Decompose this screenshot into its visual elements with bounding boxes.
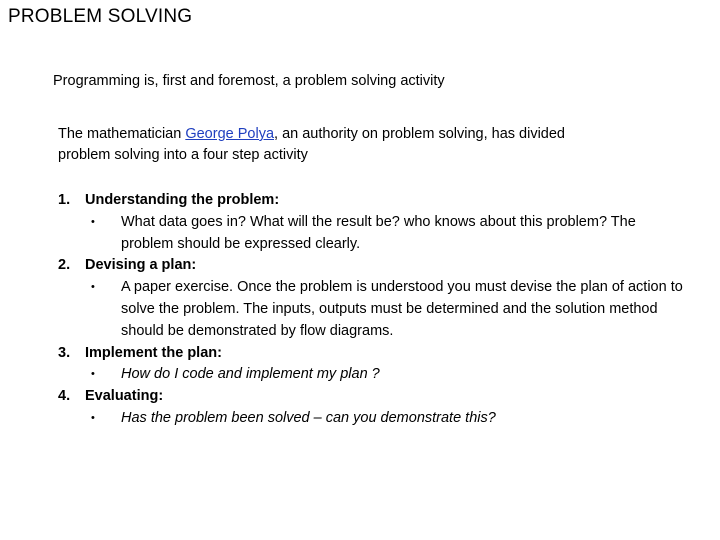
- step-bullet-4: [58, 408, 708, 430]
- step-number-1: 1.: [58, 192, 71, 208]
- bullet-icon: •: [91, 411, 95, 424]
- step-bullet-3: [58, 364, 708, 386]
- step-item-4: [58, 386, 708, 430]
- step-title-2: Devising a plan:: [85, 257, 197, 274]
- step-bullet-text-2: A paper exercise. Once the problem is understood you must devise the plan of action to solve the problem. The inputs, outputs must be determined and the solution method should be demonstrated by flow diagrams.: [121, 279, 683, 339]
- george-polya-link[interactable]: George Polya: [185, 126, 275, 142]
- step-item-2: [58, 255, 708, 342]
- step-heading-2: [58, 255, 708, 277]
- step-number-3: 3.: [58, 344, 71, 361]
- step-number-4: 4.: [58, 388, 71, 405]
- step-title-1: Understanding the problem:: [85, 192, 280, 208]
- step-bullet-1: [58, 212, 708, 256]
- step-heading-1: [58, 190, 708, 212]
- step-title-4: Evaluating:: [85, 388, 164, 405]
- step-item-3: [58, 343, 708, 387]
- bullet-icon: •: [91, 281, 95, 294]
- intro-text-after-link: , an authority on problem solving, has divided problem solving into a four step activity: [58, 126, 565, 163]
- page-title: PROBLEM SOLVING: [8, 6, 193, 27]
- step-heading-3: [58, 343, 708, 365]
- step-title-3: Implement the plan:: [85, 344, 222, 361]
- step-bullet-2: [58, 277, 708, 342]
- intro-text-before-link: The mathematician: [58, 126, 186, 142]
- step-item-1: [58, 190, 708, 255]
- step-bullet-text-4: Has the problem been solved – can you demonstrate this?: [121, 409, 496, 426]
- subtitle: Programming is, first and foremost, a problem solving activity: [53, 73, 445, 89]
- step-bullet-text-1: What data goes in? What will the result be? who knows about this problem? The problem should be expressed clearly.: [121, 213, 636, 252]
- intro-paragraph: [58, 124, 618, 166]
- step-bullet-text-3: How do I code and implement my plan ?: [121, 366, 380, 383]
- bullet-icon: •: [91, 215, 95, 228]
- step-number-2: 2.: [58, 257, 71, 274]
- step-heading-4: [58, 386, 708, 408]
- bullet-icon: •: [91, 368, 95, 381]
- steps-list: [58, 190, 708, 430]
